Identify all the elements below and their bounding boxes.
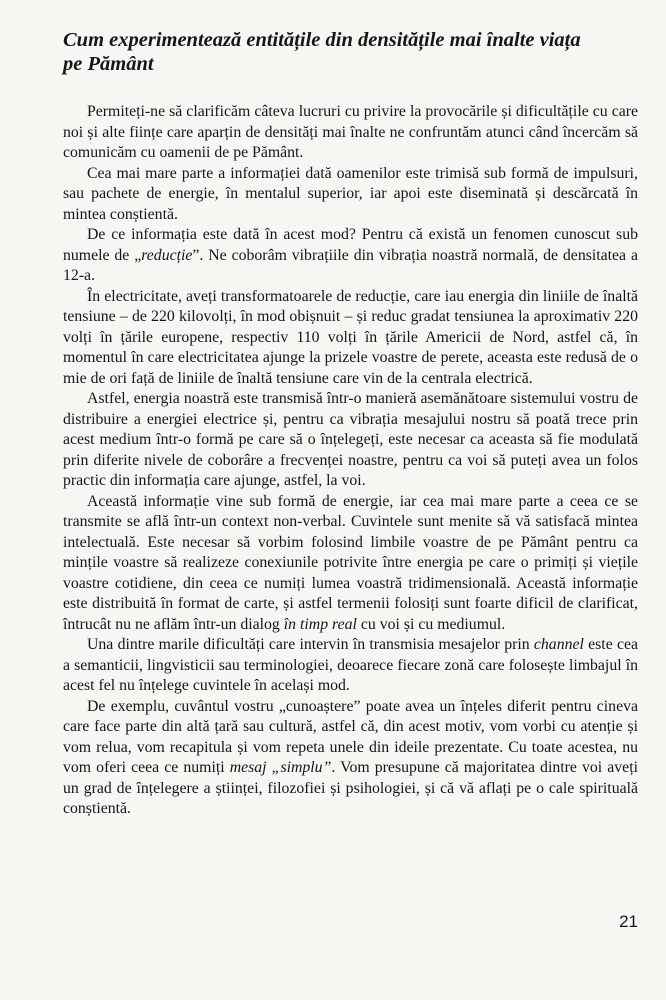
chapter-title: Cum experimentează entitățile din densitățile mai înalte viața pe Pământ — [63, 29, 581, 75]
paragraph: Această informație vine sub formă de energie, iar cea mai mare parte a ceea ce se transmite se află într-un context non-verbal. Cuvintele sunt menite să vă satisfacă mintea intelectuală. Este necesar să vorbim folosind limbile voastre de pe Pământ pentru ca mințile voastre să realizeze conexiunile potrivite între energia pe care o primiți și viețile voastre cotidiene, din ceea ce numiți lumea voastră tridimensională. Această informație este distribuită în format de carte, și astfel termenii folosiți sunt foarte dificil de clarificat, întrucât nu ne aflăm într-un dialog în timp real cu voi și cu mediumul. — [63, 492, 638, 633]
italic-term: mesaj „simplu” — [229, 759, 332, 776]
italic-term: reducție — [141, 246, 193, 264]
page-content — [63, 28, 638, 820]
paragraph: Astfel, energia noastră este transmisă într-o manieră asemănătoare sistemului vostru de distribuire a energiei electrice și, pentru ca vibrația mesajului nostru să poată trece prin acest medium într-o formă pe care să o înțelegeți, este necesar ca aceasta să fie modulată prin diferite nivele de coborâre a frecvenței noastre, pentru ca voi să puteți avea un folos practic din informația care ajunge, astfel, la voi. — [63, 390, 638, 489]
page-number: 21 — [619, 912, 638, 931]
paragraph: Una dintre marile dificultăți care intervin în transmisia mesajelor prin channel este cea a semanticii, lingvisticii sau terminologiei, deoarece fiecare zonă care folosește limbajul în acest fel nu înțelege cuvintele în același mod. — [63, 636, 638, 694]
paragraph: De exemplu, cuvântul vostru „cunoaștere” poate avea un înțeles diferit pentru cineva care face parte din altă țară sau cultură, astfel că, din acest motiv, vom vorbi cu atenție și vom relua, vom recapitula și vom repeta unele din ideile prezentate. Cu toate acestea, nu vom oferi ceea ce numiți mesaj „simplu”. Vom presupune că majoritatea dintre voi aveți un grad de înțelegere a științei, filozofiei și psihologiei, și că vă aflați pe o cale spirituală conștientă. — [63, 697, 638, 817]
body-text — [63, 102, 638, 820]
paragraph: De ce informația este dată în acest mod? Pentru că există un fenomen cunoscut sub numele de „reducție”. Ne coborâm vibrațiile din vibrația noastră normală, de densitatea a 12-a. — [63, 226, 638, 284]
italic-term: în timp real — [283, 615, 357, 633]
paragraph: În electricitate, aveți transformatoarele de reducție, care iau energia din liniile de înaltă tensiune – de 220 kilovolți, în mod obișnuit – și reduc gradat tensiunea la aproximativ 220 volți în țările europene, respectiv 110 volți în țările Americii de Nord, astfel că, în momentul în care electricitatea ajunge la prizele voastre de perete, aceasta este redusă de o mie de ori față de liniile de înaltă tensiune care vin de la centrala electrică. — [63, 287, 638, 387]
italic-term: channel — [533, 636, 584, 653]
paragraph: Permiteți-ne să clarificăm câteva lucruri cu privire la provocările și dificultățile cu care noi și alte ființe care aparțin de densități mai înalte ne confruntăm atunci când încercăm să comunicăm cu oamenii de pe Pământ. — [63, 103, 638, 161]
paragraph: Cea mai mare parte a informației dată oamenilor este trimisă sub formă de impulsuri, sau pachete de energie, în mentalul superior, iar apoi este diseminată și descărcată în mintea conștientă. — [63, 164, 638, 223]
